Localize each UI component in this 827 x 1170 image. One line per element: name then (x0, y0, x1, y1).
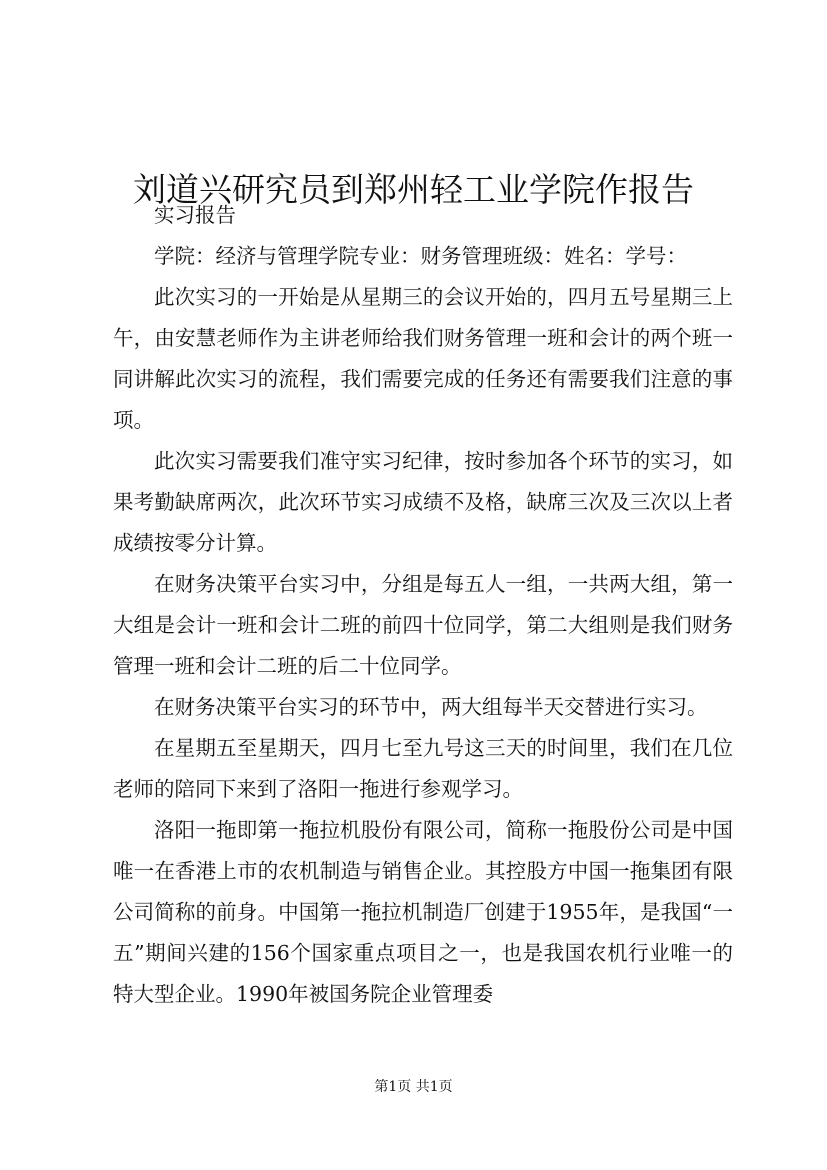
paragraph-subtitle: 实习报告 (154, 203, 236, 227)
paragraph: 洛阳一拖即第一拖拉机股份有限公司，简称一拖股份公司是中国唯一在香港上市的农机制造与销售企业。其控股方中国一拖集团有限公司简称的前身。中国第一拖拉机制造厂创建于1955年，是我国“一五”期间兴建的156个国家重点项目之一，也是我国农机行业唯一的特大型企业。1990年被国务院企业管理委 (113, 818, 733, 1006)
paragraph: 此次实习需要我们准守实习纪律，按时参加各个环节的实习，如果考勤缺席两次，此次环节实习成绩不及格，缺席三次及三次以上者成绩按零分计算。 (113, 449, 733, 555)
paragraph: 在星期五至星期天，四月七至九号这三天的时间里，我们在几位老师的陪同下来到了洛阳一拖进行参观学习。 (113, 736, 733, 801)
paragraph: 此次实习的一开始是从星期三的会议开始的，四月五号星期三上午，由安慧老师作为主讲老师给我们财务管理一班和会计的两个班一同讲解此次实习的流程，我们需要完成的任务还有需要我们注意的事项。 (113, 285, 733, 432)
paragraph: 在财务决策平台实习中，分组是每五人一组，一共两大组，第一大组是会计一班和会计二班的前四十位同学，第二大组则是我们财务管理一班和会计二班的后二十位同学。 (113, 572, 733, 678)
document-title: 刘道兴研究员到郑州轻工业学院作报告 (133, 170, 694, 210)
paragraph: 在财务决策平台实习的环节中，两大组每半天交替进行实习。 (154, 695, 708, 719)
document-body (113, 195, 733, 1015)
paragraph-student-info: 学院：经济与管理学院专业：财务管理班级：姓名：学号： (154, 244, 687, 268)
page-footer: 第1页 共1页 (374, 1079, 453, 1095)
